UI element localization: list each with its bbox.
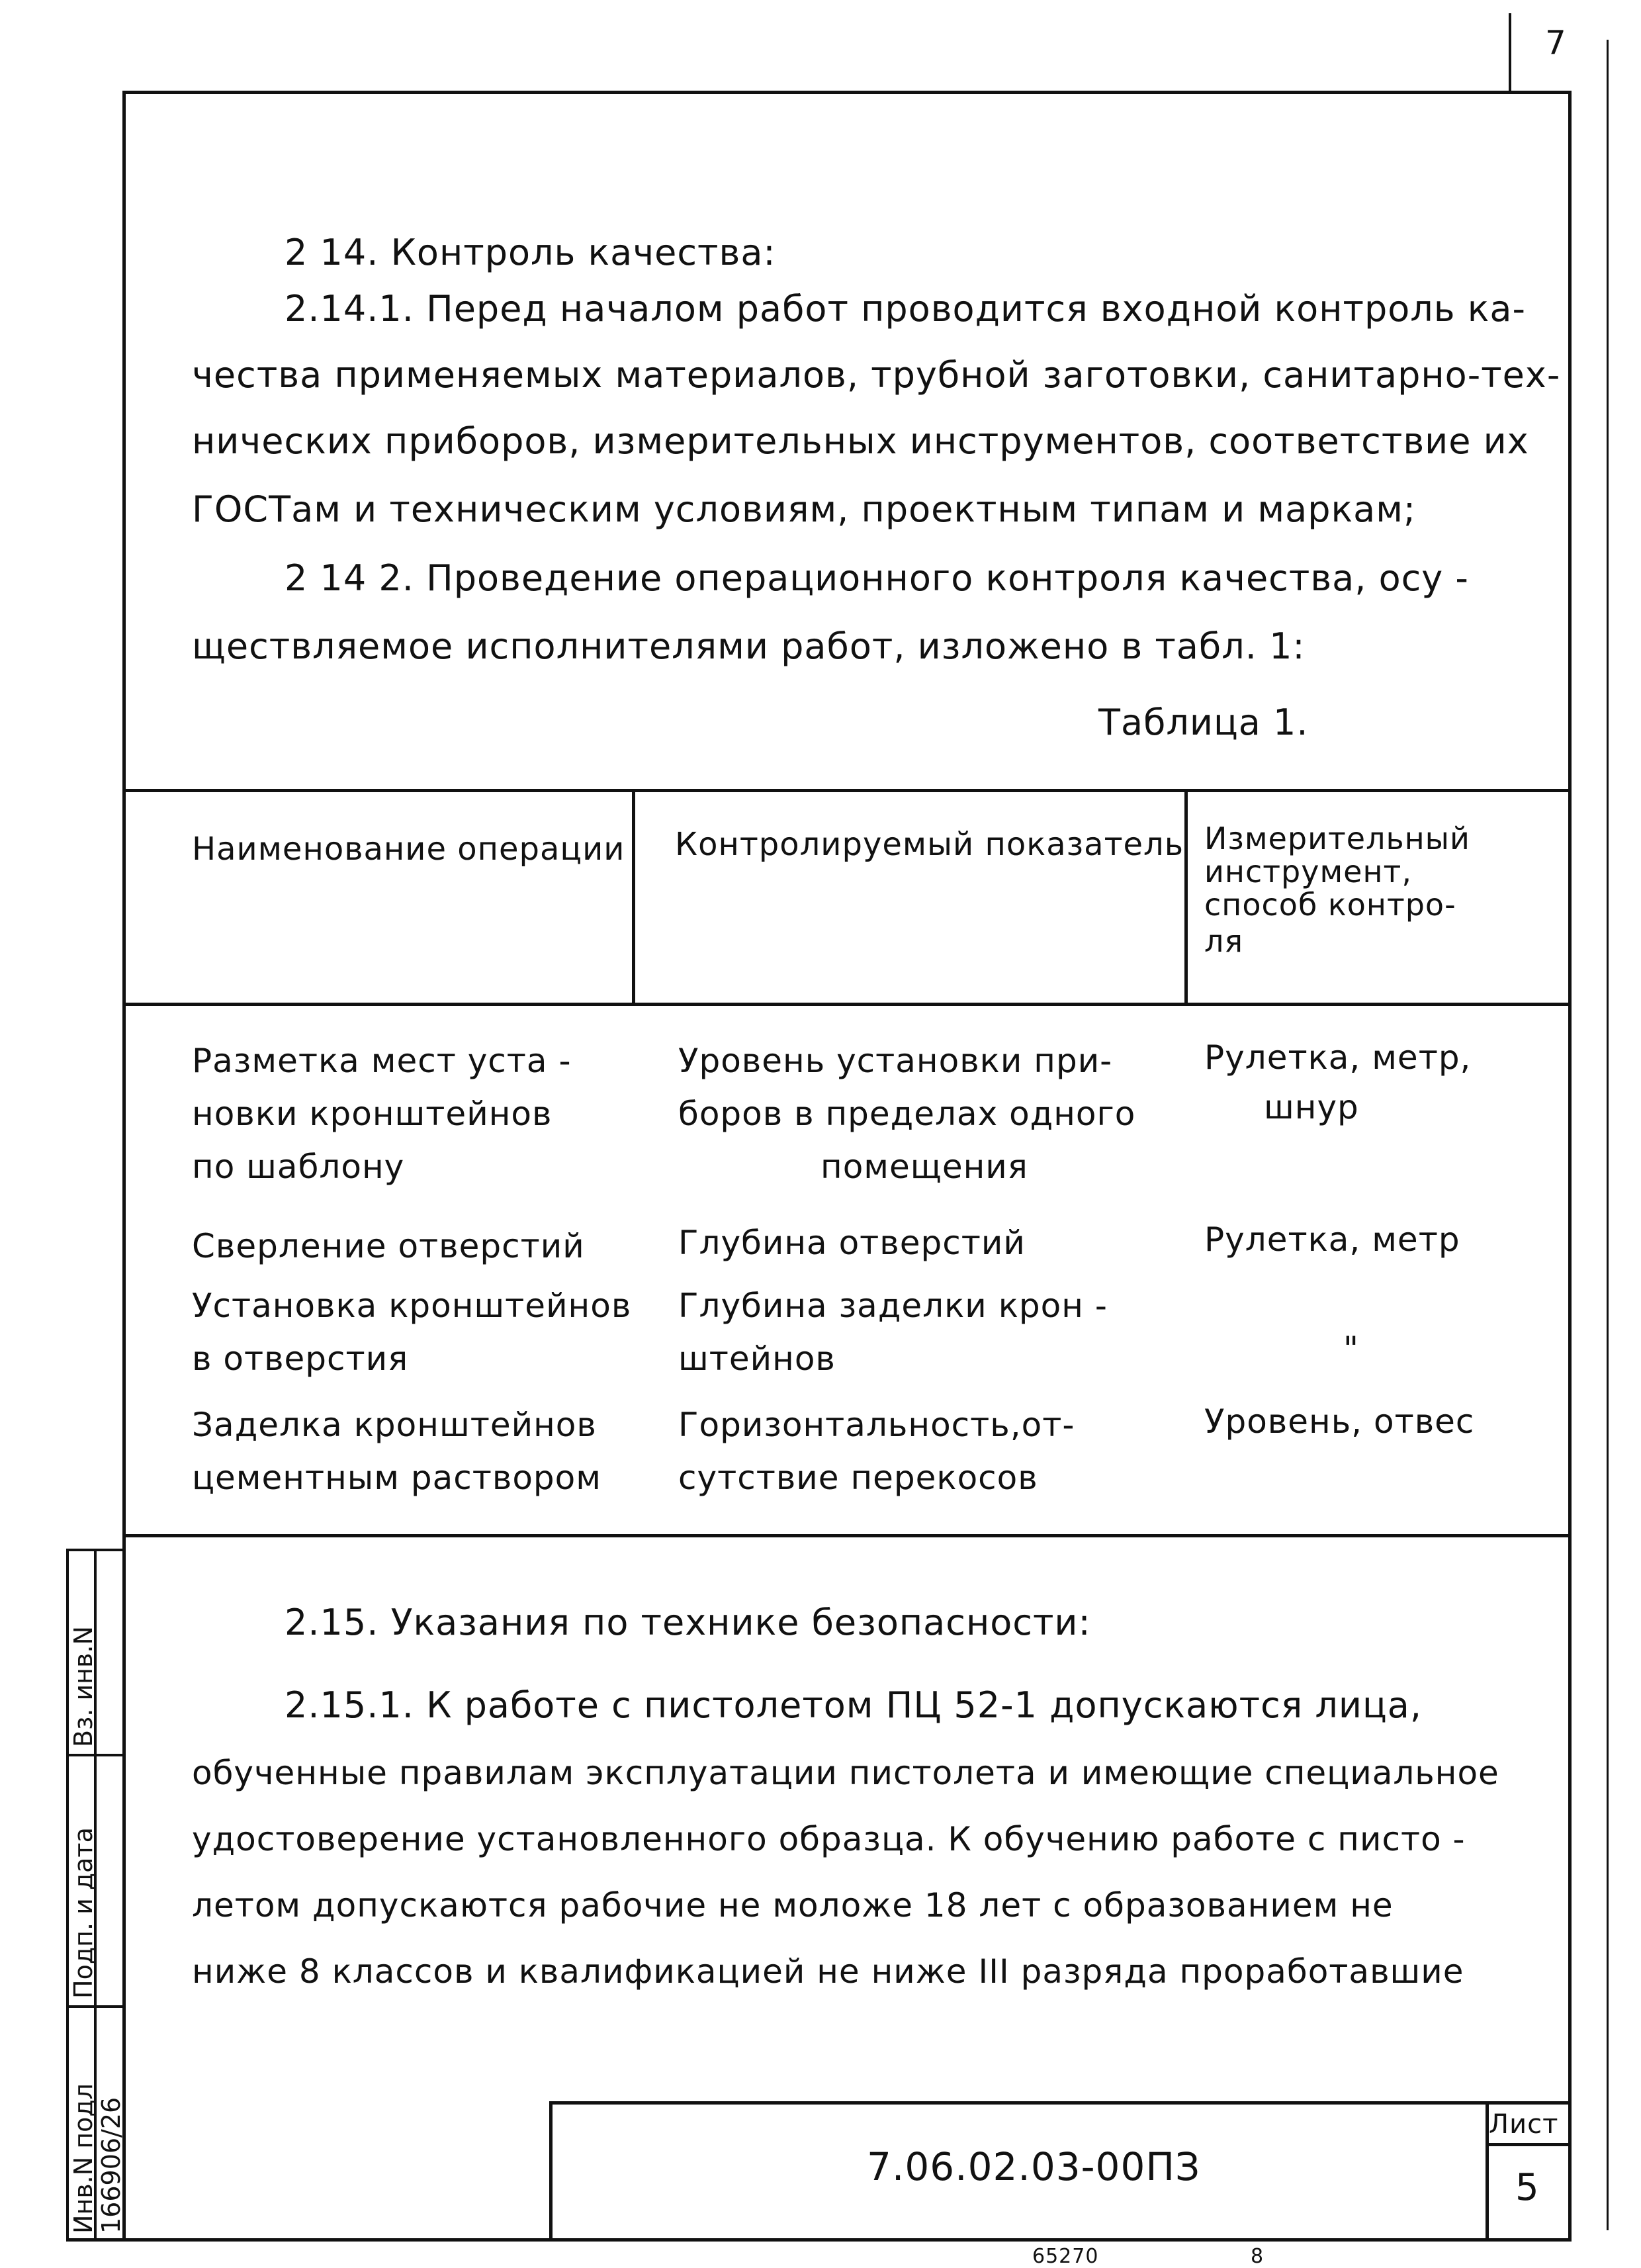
table-header-operation: Наименование операции bbox=[192, 831, 625, 868]
stamp-top-line bbox=[549, 2101, 1572, 2105]
side-col-sep-1 bbox=[66, 1754, 124, 1756]
side-col-sep-2 bbox=[66, 2005, 124, 2008]
table-header-tool-l2: инструмент, bbox=[1204, 854, 1412, 889]
section-2-15-p1-l2: обученные правилам эксплуатации пистолета и имеющие специальное bbox=[192, 1754, 1499, 1792]
section-2-14-p2-l1: 2 14 2. Проведение операционного контроля качества, осу - bbox=[285, 557, 1469, 599]
page-number-top: 7 bbox=[1545, 24, 1567, 62]
section-2-15-title: 2.15. Указания по технике безопасности: bbox=[285, 1602, 1091, 1643]
table-bottom-line bbox=[122, 1534, 1572, 1537]
stamp-left-line bbox=[549, 2101, 553, 2242]
row3-operation-l1: Установка кронштейнов bbox=[192, 1287, 632, 1325]
bottom-number: 8 bbox=[1251, 2245, 1264, 2268]
frame-right bbox=[1568, 91, 1572, 2242]
stamp-sheet-label: Лист bbox=[1489, 2109, 1559, 2140]
section-2-14-p2-l2: ществляемое исполнителями работ, изложено в табл. 1: bbox=[192, 625, 1306, 667]
section-2-14-p1-l3: нических приборов, измерительных инструментов, соответствие их bbox=[192, 420, 1529, 462]
section-2-14-p1-l1: 2.14.1. Перед началом работ проводится входной контроль ка- bbox=[285, 288, 1526, 330]
table-header-indicator: Контролируемый показатель bbox=[675, 826, 1184, 863]
table-caption: Таблица 1. bbox=[1098, 702, 1309, 743]
table-header-tool-l3: способ контро- bbox=[1204, 887, 1456, 923]
table-col-divider-2 bbox=[1184, 789, 1188, 1006]
section-2-14-title: 2 14. Контроль качества: bbox=[285, 232, 776, 273]
row1-tool-l1: Рулетка, метр, bbox=[1204, 1038, 1472, 1077]
row1-operation-l2: новки кронштейнов bbox=[192, 1095, 553, 1133]
side-inv-no-label: Инв.N подл bbox=[69, 2083, 98, 2234]
right-margin-line bbox=[1607, 40, 1609, 2230]
row2-tool: Рулетка, метр bbox=[1204, 1220, 1460, 1259]
side-col-top bbox=[66, 1549, 124, 1551]
section-2-15-p1-l4: летом допускаются рабочие не моложе 18 лет с образованием не bbox=[192, 1886, 1394, 1925]
row1-operation-l1: Разметка мест уста - bbox=[192, 1042, 572, 1080]
row3-operation-l2: в отверстия bbox=[192, 1339, 409, 1378]
row3-tool: " bbox=[1343, 1330, 1359, 1368]
frame-top bbox=[122, 91, 1572, 94]
bottom-code: 65270 bbox=[1032, 2245, 1099, 2268]
row1-indicator-l1: Уровень установки при- bbox=[678, 1042, 1113, 1080]
side-vz-inv-label: Вз. инв.N bbox=[69, 1626, 98, 1747]
side-sign-date-label: Подп. и дата bbox=[69, 1827, 98, 1999]
row3-indicator-l1: Глубина заделки крон - bbox=[678, 1287, 1108, 1325]
row4-operation-l1: Заделка кронштейнов bbox=[192, 1406, 597, 1444]
row4-tool: Уровень, отвес bbox=[1204, 1402, 1475, 1441]
row1-indicator-l3: помещения bbox=[820, 1148, 1028, 1186]
table-header-bottom-line bbox=[122, 1003, 1572, 1006]
frame-bottom bbox=[66, 2238, 1572, 2242]
table-top-line bbox=[122, 789, 1572, 792]
table-header-tool-l4: ля bbox=[1204, 923, 1244, 959]
row3-indicator-l2: штейнов bbox=[678, 1339, 836, 1378]
stamp-sheet-number: 5 bbox=[1515, 2166, 1540, 2209]
row1-tool-l2: шнур bbox=[1264, 1088, 1359, 1126]
stamp-sheet-label-line bbox=[1486, 2143, 1572, 2146]
section-2-15-p1-l5: ниже 8 классов и квалификацией не ниже III разряда проработавшие bbox=[192, 1952, 1464, 1991]
row2-operation: Сверление отверстий bbox=[192, 1227, 585, 1265]
section-2-15-p1-l3: удостоверение установленного образца. К обучению работе с писто - bbox=[192, 1820, 1466, 1858]
section-2-14-p1-l4: ГОСТам и техническим условиям, проектным типам и маркам; bbox=[192, 488, 1417, 530]
top-number-divider bbox=[1509, 13, 1511, 91]
row2-indicator: Глубина отверстий bbox=[678, 1224, 1026, 1262]
table-header-tool-l1: Измерительный bbox=[1204, 821, 1470, 856]
side-inv-no-value: 166906/26 bbox=[97, 2097, 126, 2234]
row4-indicator-l1: Горизонтальность,от- bbox=[678, 1406, 1075, 1444]
row1-indicator-l2: боров в пределах одного bbox=[678, 1095, 1136, 1133]
row1-operation-l3: по шаблону bbox=[192, 1148, 405, 1186]
table-col-divider-1 bbox=[632, 789, 635, 1006]
row4-indicator-l2: сутствие перекосов bbox=[678, 1459, 1038, 1497]
section-2-15-p1-l1: 2.15.1. К работе с пистолетом ПЦ 52-1 допускаются лица, bbox=[285, 1684, 1423, 1726]
stamp-doc-code: 7.06.02.03-00ПЗ bbox=[867, 2144, 1201, 2189]
frame-left bbox=[122, 91, 126, 2242]
row4-operation-l2: цементным раствором bbox=[192, 1459, 601, 1497]
section-2-14-p1-l2: чества применяемых материалов, трубной заготовки, санитарно-тех- bbox=[192, 354, 1561, 396]
